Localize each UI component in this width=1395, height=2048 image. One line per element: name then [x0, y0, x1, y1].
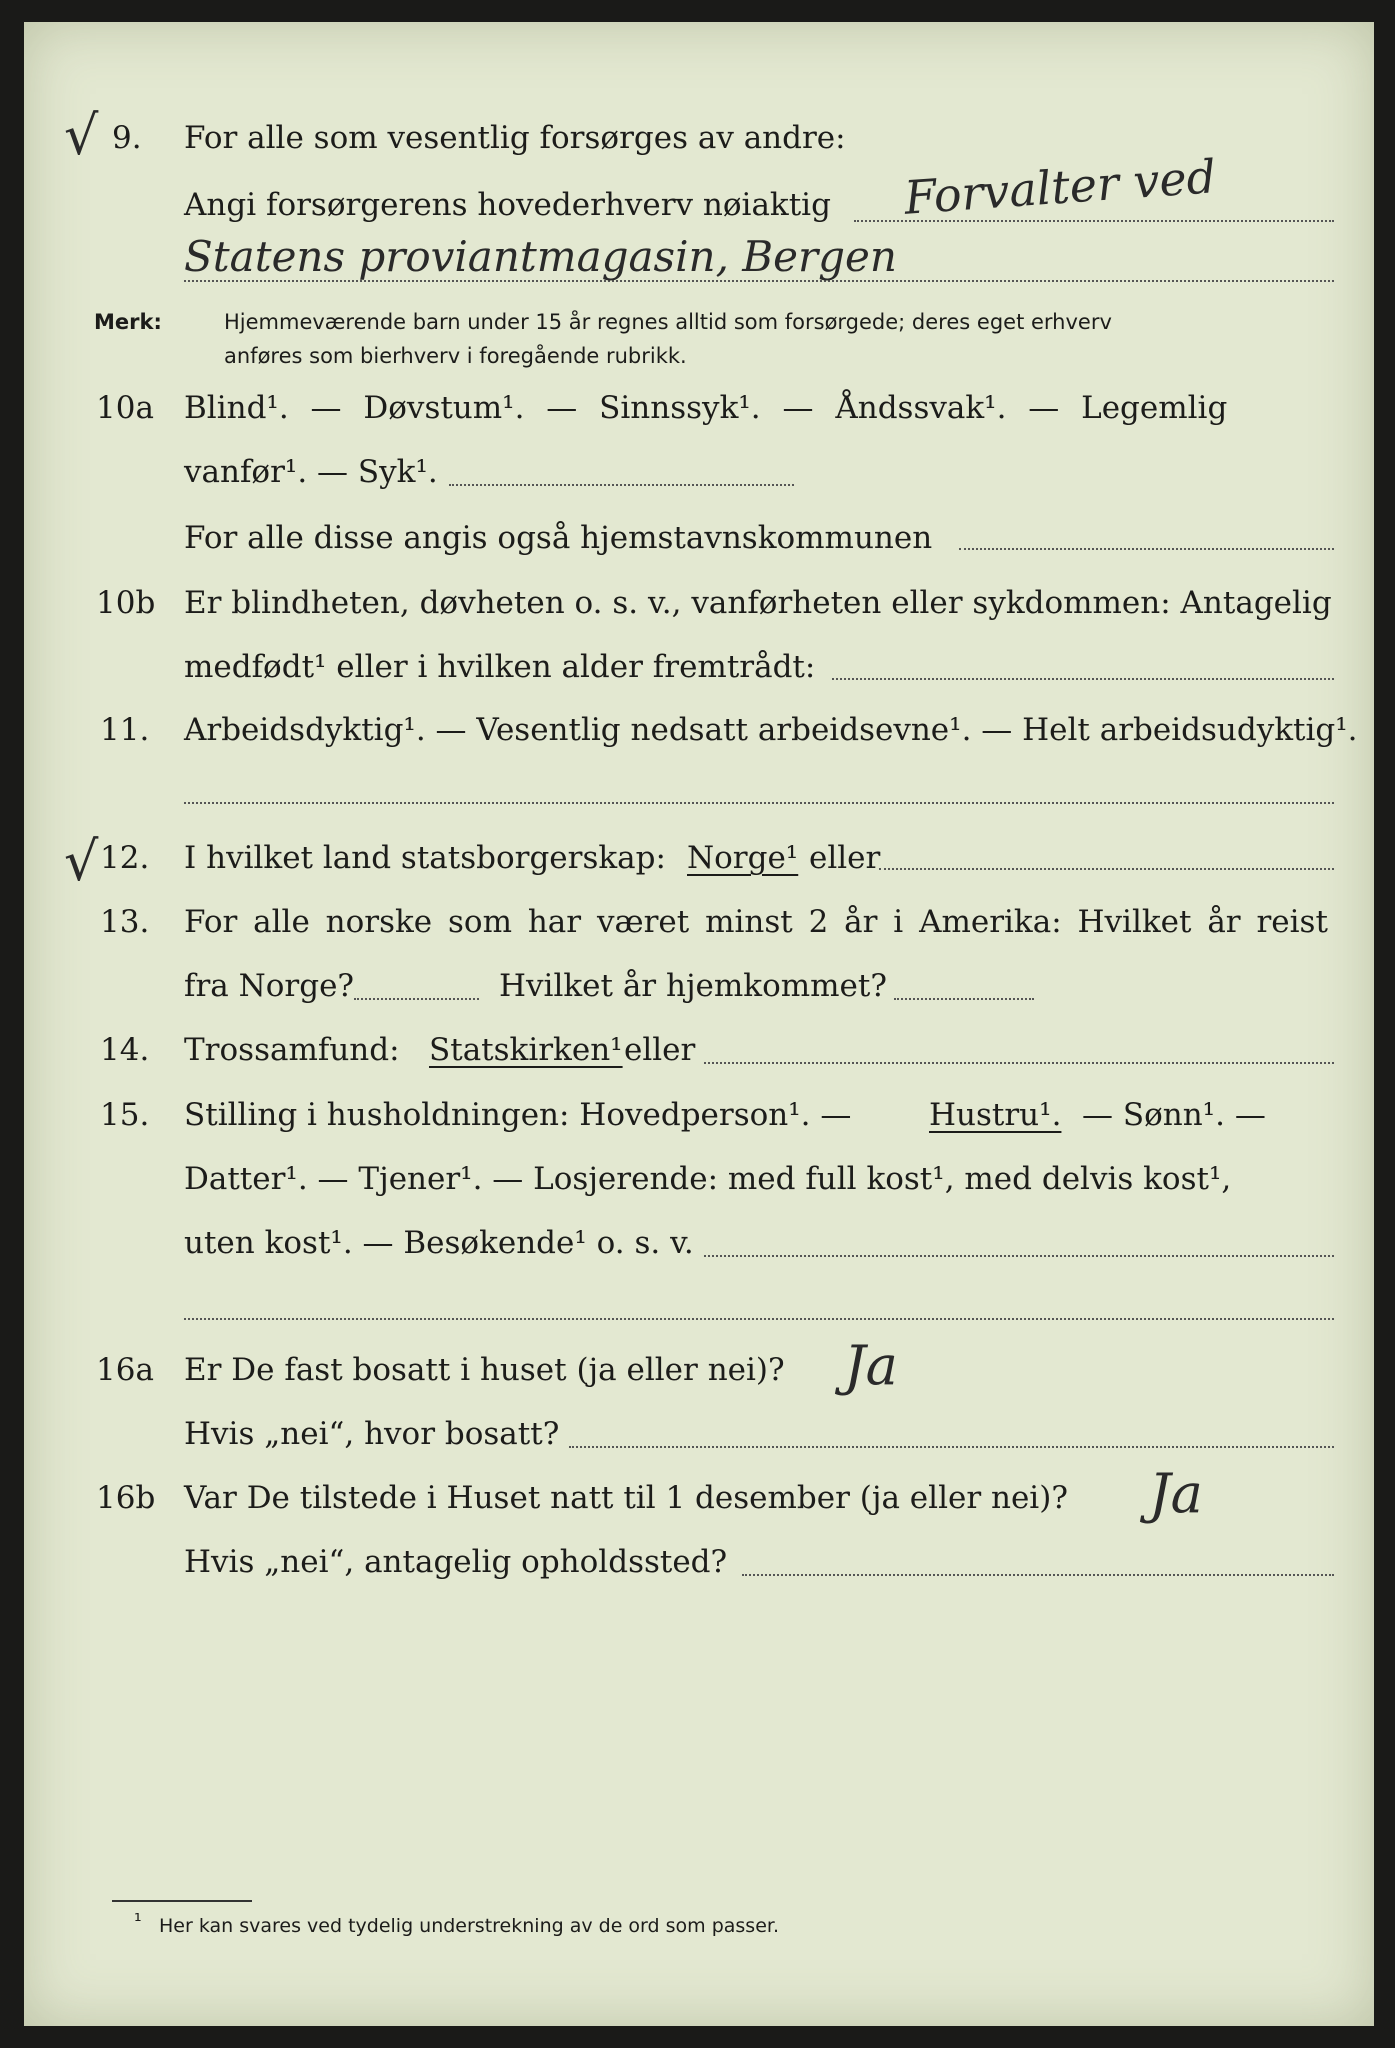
- q13-answer-line-2: [894, 998, 1034, 1000]
- q9-number: 9.: [112, 120, 142, 156]
- q9-handwritten-answer-2: Statens proviantmagasin, Bergen: [184, 232, 897, 281]
- q10a-answer-line-2: [959, 548, 1334, 550]
- q15-line2: Datter¹. — Tjener¹. — Losjerende: med full kost¹, med delvis kost¹,: [184, 1161, 1232, 1197]
- q10b-line1: Er blindheten, døvheten o. s. v., vanførheten eller sykdommen: Antagelig: [184, 585, 1332, 621]
- q16a-line2: Hvis „nei“, hvor bosatt?: [184, 1416, 560, 1452]
- footnote-rule: [112, 1900, 252, 1902]
- q10a-line1: Blind¹. — Døvstum¹. — Sinnssyk¹. — Åndssvak¹. — Legemlig: [184, 390, 1228, 426]
- q10a-answer-line-1: [449, 484, 794, 486]
- merk-line2: anføres som bierhverv i foregående rubrikk.: [224, 344, 687, 368]
- q10a-line2: vanfør¹. — Syk¹.: [184, 454, 438, 490]
- q15-answer-line-1: [704, 1255, 1334, 1257]
- merk-line1: Hjemmeværende barn under 15 år regnes alltid som forsørgede; deres eget erhverv: [224, 310, 1112, 334]
- q16b-handwritten-answer: Ja: [1149, 1462, 1203, 1525]
- q16b-line2: Hvis „nei“, antagelig opholdssted?: [184, 1544, 728, 1580]
- q16a-answer-line: [569, 1446, 1334, 1448]
- q14-answer-line: [704, 1062, 1334, 1064]
- census-form-page: [24, 22, 1374, 2026]
- q14-option-eller: eller: [624, 1032, 696, 1068]
- footnote-text: Her kan svares ved tydelig understrekning av de ord som passer.: [159, 1915, 779, 1937]
- q11-answer-line: [184, 802, 1334, 804]
- check-mark-icon: √: [64, 830, 99, 893]
- q13-answer-line-1: [354, 998, 479, 1000]
- q12-question: I hvilket land statsborgerskap:: [184, 840, 666, 876]
- q15-line1a: Stilling i husholdningen: Hovedperson¹. —: [184, 1097, 852, 1133]
- q9-line2: Angi forsørgerens hovederhverv nøiaktig: [184, 187, 831, 223]
- q15-option-hustru: Hustru¹.: [929, 1097, 1062, 1133]
- q13-number: 13.: [100, 904, 150, 940]
- q12-option-eller: eller: [809, 840, 881, 876]
- q15-answer-line-2: [184, 1318, 1334, 1320]
- q10a-line3: For alle disse angis også hjemstavnskommunen: [184, 520, 933, 556]
- check-mark-icon: √: [64, 104, 99, 167]
- q9-line1: For alle som vesentlig forsørges av andre:: [184, 120, 846, 156]
- q16b-line1: Var De tilstede i Huset natt til 1 desember (ja eller nei)?: [184, 1480, 1068, 1516]
- q14-number: 14.: [100, 1032, 150, 1068]
- q14-option-statskirken: Statskirken¹: [429, 1032, 623, 1068]
- q10b-line2: medfødt¹ eller i hvilken alder fremtrådt:: [184, 649, 816, 685]
- q9-handwritten-answer-1: Forvalter ved: [902, 149, 1218, 225]
- q16a-handwritten-answer: Ja: [844, 1334, 898, 1397]
- q10b-answer-line: [832, 678, 1334, 680]
- q14-question: Trossamfund:: [184, 1032, 400, 1068]
- merk-label: Merk:: [94, 310, 162, 334]
- q13-line2b: Hvilket år hjemkommet?: [499, 968, 887, 1004]
- q10b-number: 10b: [96, 585, 156, 621]
- q16b-number: 16b: [96, 1480, 156, 1516]
- q13-line1: For alle norske som har været minst 2 år i Amerika: Hvilket år reist: [184, 904, 1328, 940]
- q16b-answer-line: [742, 1574, 1334, 1576]
- q11-line1: Arbeidsdyktig¹. — Vesentlig nedsatt arbeidsevne¹. — Helt arbeidsudyktig¹.: [184, 712, 1358, 748]
- q15-line1c: — Sønn¹. —: [1082, 1097, 1266, 1133]
- q12-answer-line: [879, 868, 1334, 870]
- q13-line2a: fra Norge?: [184, 968, 355, 1004]
- q12-number: 12.: [100, 840, 150, 876]
- q10a-number: 10a: [96, 390, 154, 426]
- q15-line3: uten kost¹. — Besøkende¹ o. s. v.: [184, 1225, 694, 1261]
- q16a-number: 16a: [96, 1352, 154, 1388]
- q15-number: 15.: [100, 1097, 150, 1133]
- q11-number: 11.: [100, 712, 150, 748]
- q12-option-norge: Norge¹: [687, 840, 799, 876]
- footnote-mark: ¹: [134, 1910, 142, 1932]
- q16a-line1: Er De fast bosatt i huset (ja eller nei)?: [184, 1352, 785, 1388]
